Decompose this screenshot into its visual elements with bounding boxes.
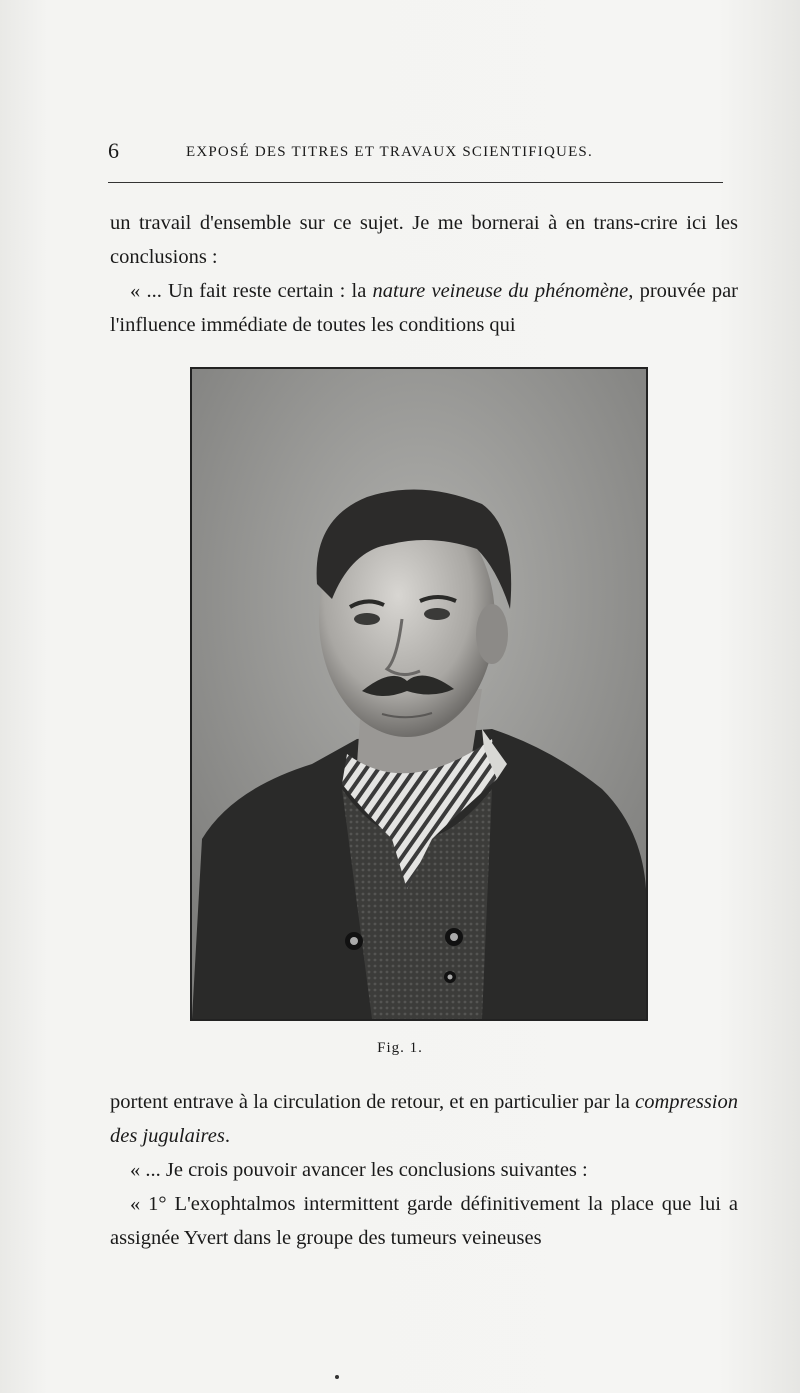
- text-run: « ... Un fait reste certain : la: [130, 280, 373, 302]
- figure-caption: Fig. 1.: [377, 1040, 423, 1056]
- paragraph: « 1° L'exophtalmos intermittent garde définitivement la place que lui a assignée Yvert dans le groupe des tumeurs veineuses: [110, 1193, 738, 1249]
- running-head: EXPOSÉ DES TITRES ET TRAVAUX SCIENTIFIQUES.: [186, 144, 593, 160]
- portrait-image: [192, 369, 646, 1019]
- italic-text: compression des jugulaires: [110, 1091, 738, 1147]
- paragraph: [110, 1085, 738, 1153]
- italic-text: nature veineuse du phénomène: [372, 280, 629, 302]
- top-text-block: [110, 206, 738, 342]
- paragraph: [110, 274, 738, 342]
- paragraph: « ... Je crois pouvoir avancer les conclusions suivantes :: [130, 1159, 588, 1181]
- bottom-text-block: [110, 1085, 738, 1255]
- page-number: 6: [108, 138, 119, 163]
- text-run: , prouvée par l'influence immédiate de toutes les conditions qui: [110, 280, 738, 336]
- text-run: portent entrave à la circulation de retour, et en particulier par la: [110, 1091, 636, 1113]
- ink-dot: [335, 1375, 339, 1379]
- text-run: .: [224, 1125, 230, 1147]
- paragraph: un travail d'ensemble sur ce sujet. Je me bornerai à en trans-crire ici les conclusions :: [110, 212, 738, 268]
- page-header: [108, 138, 723, 168]
- header-rule: [108, 182, 723, 183]
- portrait-photograph: [190, 367, 648, 1021]
